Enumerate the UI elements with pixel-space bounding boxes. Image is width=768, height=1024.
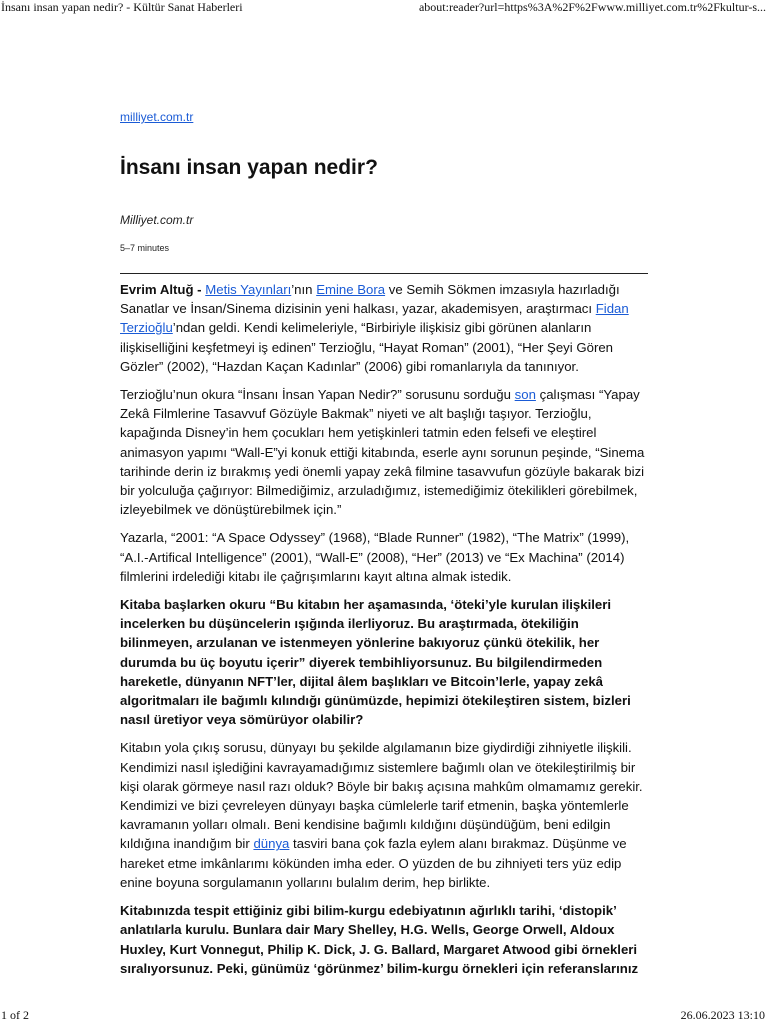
header-divider: [120, 273, 648, 274]
interview-question: Kitabınızda tespit ettiğiniz gibi bilim-kurgu edebiyatının ağırlıklı tarihi, ‘distopik’ anlatılarla kurulu. Bunlara dair Mary Shelley, H.G. Wells, George Orwell, Aldoux Huxley, Kurt Vonnegut, Philip K. Dick, J. G. Ballard, Margaret Atwood gibi örnekleri sıralıyorsunuz. Peki, günümüz ‘görünmez’ bilim-kurgu örnekleri için referanslarınız: [120, 903, 639, 976]
link-publisher[interactable]: Metis Yayınları: [205, 282, 292, 297]
print-page-count: 1 of 2: [1, 1008, 29, 1022]
article-title: İnsanı insan yapan nedir?: [120, 156, 378, 179]
paragraph: Yazarla, “2001: “A Space Odyssey” (1968), “Blade Runner” (1982), “The Matrix” (1999), “A.I.-Artifical Intelligence” (2001), “Wall-E” (2008), “Her” (2013) ve “Ex Machina” (2014) filmlerini irdelediği kitabı ile çağrışımlarını kayıt altına almak istedik.: [120, 530, 630, 584]
link-son[interactable]: son: [514, 387, 536, 403]
link-dunya[interactable]: dünya: [253, 836, 290, 852]
paragraph: Terzioğlu’nun okura “İnsanı İnsan Yapan Nedir?” sorusunu sorduğu son çalışması “Yapay Zekâ Filmlerine Tasavvuf Gözüyle Bakmak” niyeti ve alt başlığı taşıyor. Terzioğlu, kapağında Disney’in hem çocukları hem yetişkinleri tatmin eden felsefi ve eleştirel animasyon yapımı “Wall-E”yi konuk ettiği kitabında, eserle aynı sorunun peşinde, “Sinema tarihinde derin iz bırakmış yedi önemli yapay zekâ filmine tasavvufun gözüyle bakarak bizi bir yolculuğa çağırıyor: Bilmediğimiz, arzuladığımız, istemediğimiz ötekilikleri görebilmek, izleyebilmek ve dönüştürebilmek için.”: [120, 387, 645, 518]
source-domain-link[interactable]: milliyet.com.tr: [120, 110, 194, 124]
print-url: about:reader?url=https%3A%2F%2Fwww.milliyet.com.tr%2Fkultur-s...: [418, 0, 766, 14]
print-header: [0, 0, 768, 14]
article-credits: Milliyet.com.tr: [120, 213, 194, 227]
author-name: Evrim Altuğ -: [120, 282, 202, 297]
link-editor[interactable]: Emine Bora: [316, 282, 386, 297]
print-footer: [0, 1008, 768, 1022]
reading-time: 5–7 minutes: [120, 243, 170, 253]
paragraph: Kitabın yola çıkış sorusu, dünyayı bu şekilde algılamanın bize giydirdiği zihniyetle ilişkili. Kendimizi nasıl işlediğini kavrayamadığımız sistemlere bağımlı olan ve ötekileştirilmiş bir kişi olarak görmeye nasıl razı olduk? Böyle bir bakış açısına mahkûm olmamamız gerekir. Kendimizi ve bizi çevreleyen dünyayı başka cümlelerle tarif etmenin, başka yöntemlerle kavramanın yolları olmalı. Beni kendisine bağımlı kıldığını düşündüğüm, beni edilgin kıldığına inandığım bir dünya tasviri bana çok fazla eylem alanı bırakmaz. Düşünme ve hareket etme imkânlarımı kökünden imha eder. O yüzden de bu zihniyeti ters yüz edip enine boyuna sorgulamanın yollarını bulalım derim, hep birlikte.: [120, 740, 643, 890]
paragraph: Evrim Altuğ - Metis Yayınları’nın Emine Bora ve Semih Sökmen imzasıyla hazırladığı Sanatlar ve İnsan/Sinema dizisinin yeni halkası, yazar, akademisyen, araştırmacı Fidan Terzioğlu’ndan geldi. Kendi kelimeleriyle, “Birbiriyle ilişkisiz gibi görünen alanların ilişkiselliğini keşfetmeyi iş edinen” Terzioğlu, “Hayat Roman” (2001), “Her Şeyi Gören Gözler” (2002), “Hazdan Kaçan Kadınlar” (2006) gibi romanlarıyla da tanınıyor.: [120, 282, 629, 374]
article-content: [120, 280, 648, 987]
print-datetime: 26.06.2023 13:10: [680, 1008, 765, 1022]
link-author[interactable]: Fidan Terzioğlu: [120, 301, 629, 336]
interview-question: Kitaba başlarken okuru “Bu kitabın her aşamasında, ‘öteki’yle kurulan ilişkileri incelerken bu düşüncelerin ışığında ilerliyoruz. Bu araştırmada, ötekiliğin bilinmeyen, arzulanan ve istenmeyen yönlerine bakıyoruz çünkü ötekilik, her durumda bu üç boyutu içerir” diyerek tembihliyorsunuz. Bu bilgilendirmeden hareketle, dünyanın NFT’ler, dijital âlem başlıkları ve Bitcoin’lerle, yapay zekâ algoritmaları ile bağımlı kılındığı günümüzde, hepimizi ötekileştiren sistem, bizleri nasıl üretiyor veya sömürüyor olabilir?: [120, 597, 631, 728]
print-page-title: İnsanı insan yapan nedir? - Kültür Sanat Haberleri: [1, 0, 243, 14]
